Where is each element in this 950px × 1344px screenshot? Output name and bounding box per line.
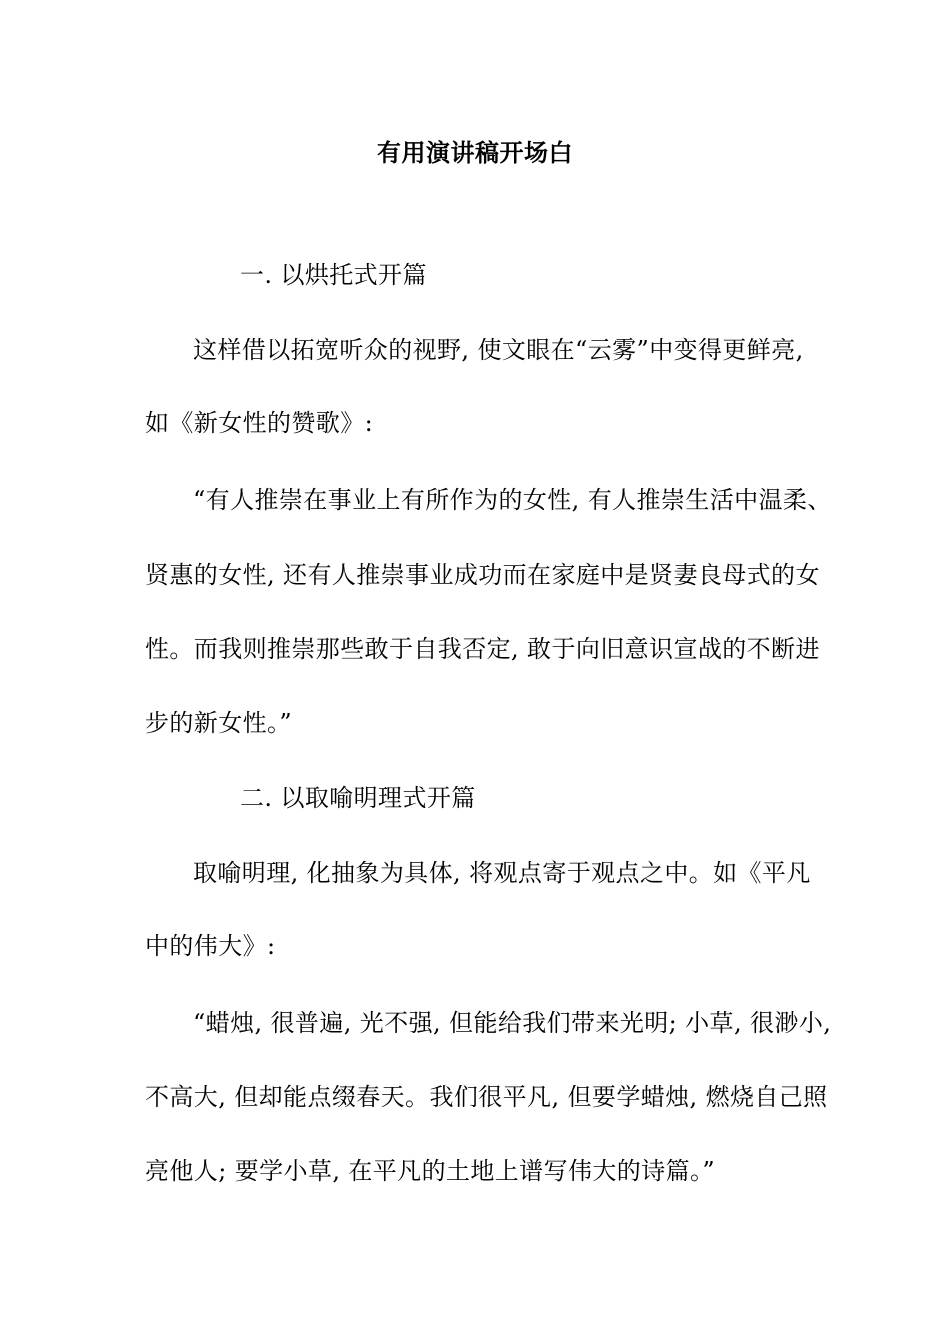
paragraph-line-4: 中的伟大》:	[145, 932, 276, 960]
section-heading-2: 二. 以取喻明理式开篇	[240, 784, 476, 812]
quote-line-6: 不高大, 但却能点缀春天。我们很平凡, 但要学蜡烛, 燃烧自己照	[145, 1083, 828, 1111]
document-title: 有用演讲稿开场白	[377, 138, 573, 167]
paragraph-line-3: 取喻明理, 化抽象为具体, 将观点寄于观点之中。如《平凡	[193, 859, 811, 887]
quote-line-7: 亮他人; 要学小草, 在平凡的土地上谱写伟大的诗篇。”	[145, 1157, 716, 1185]
quote-line-5: “蜡烛, 很普遍, 光不强, 但能给我们带来光明; 小草, 很渺小,	[193, 1009, 832, 1037]
paragraph-line-1: 这样借以拓宽听众的视野, 使文眼在“云雾”中变得更鲜亮,	[193, 336, 804, 364]
section-heading-1: 一. 以烘托式开篇	[240, 261, 427, 289]
quote-line-4: 步的新女性。”	[145, 709, 293, 737]
quote-line-1: “有人推崇在事业上有所作为的女性, 有人推崇生活中温柔、	[193, 486, 832, 514]
quote-line-2: 贤惠的女性, 还有人推崇事业成功而在家庭中是贤妻良母式的女	[145, 561, 820, 589]
paragraph-line-2: 如《新女性的赞歌》:	[145, 409, 374, 437]
quote-line-3: 性。而我则推崇那些敢于自我否定, 敢于向旧意识宣战的不断进	[145, 635, 820, 663]
